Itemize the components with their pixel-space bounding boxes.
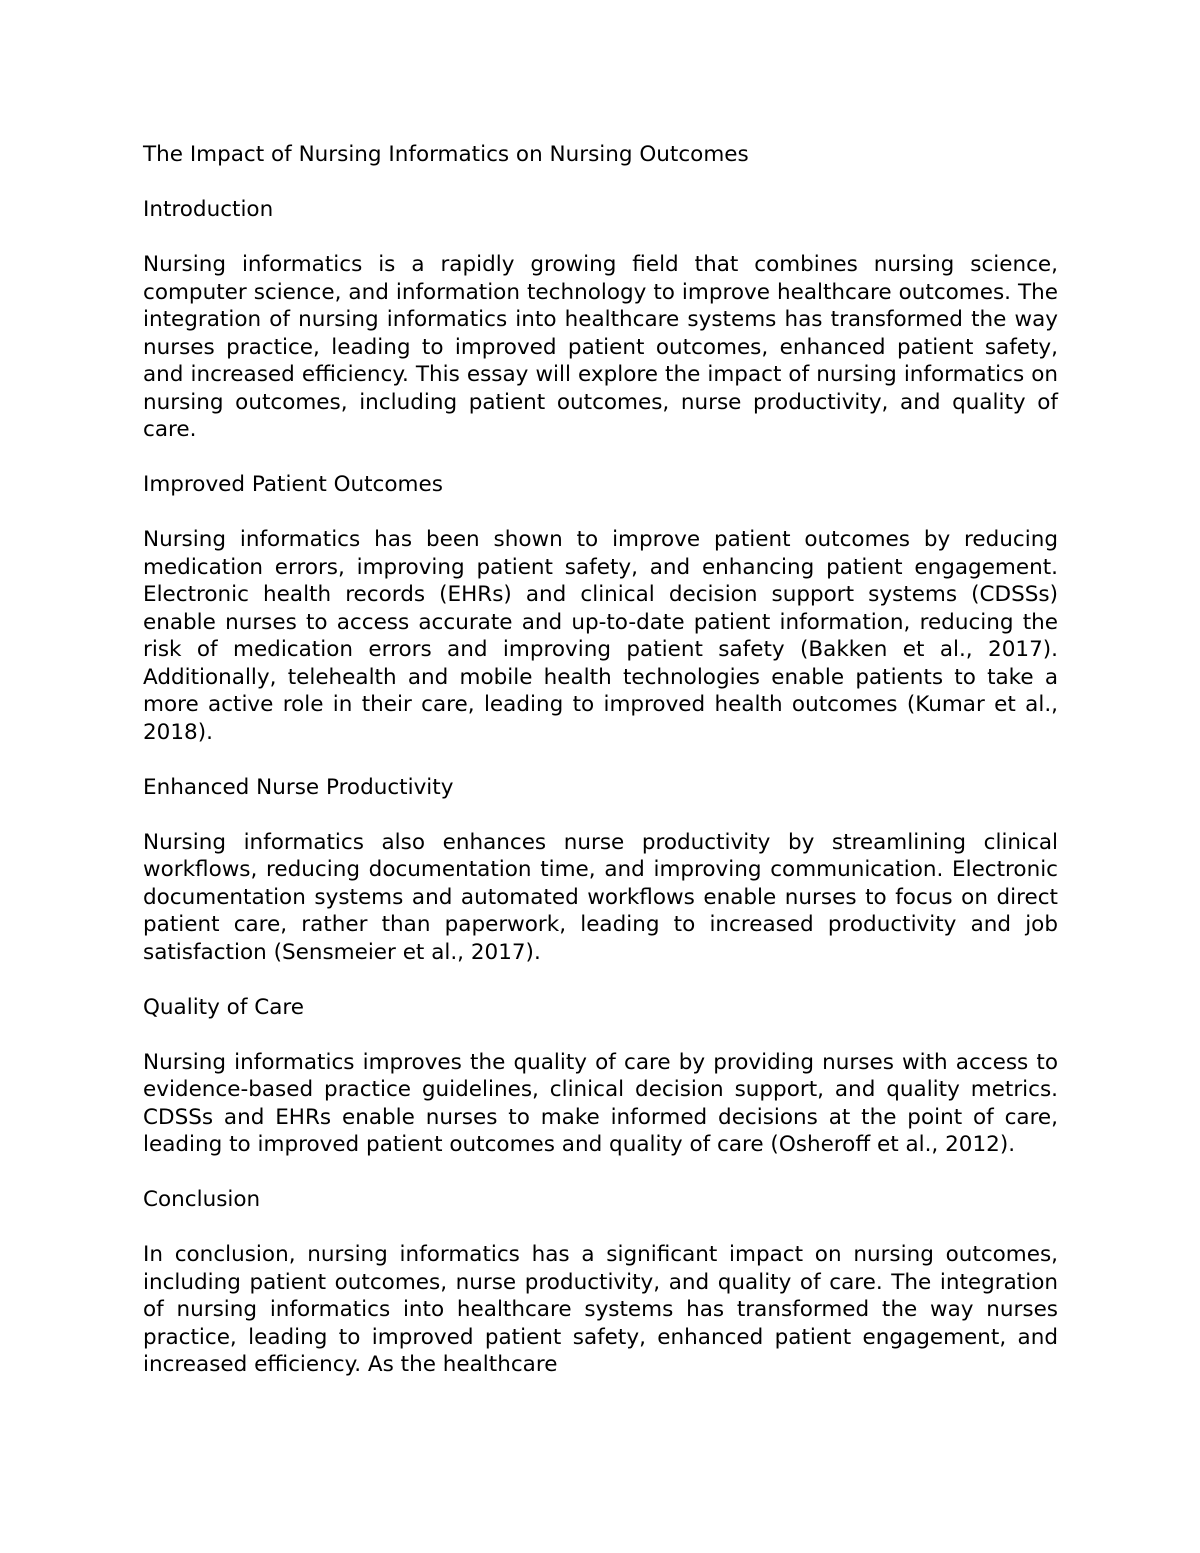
document-page: [143, 141, 1058, 1406]
section-heading-quality-of-care: Quality of Care: [143, 994, 304, 1020]
section-heading-enhanced-nurse-productivity: Enhanced Nurse Productivity: [143, 774, 454, 800]
section-body-conclusion: In conclusion, nursing informatics has a significant impact on nursing outcomes, including patient outcomes, nurse productivity, and quality of care. The integration of nursing informatics into healthcare systems has transformed the way nurses practice, leading to improved patient safety, enhanced patient engagement, and increased efficiency. As the healthcare: [143, 1242, 1058, 1377]
section-heading-introduction: Introduction: [143, 197, 274, 222]
section-body-quality-of-care: Nursing informatics improves the quality of care by providing nurses with access to evidence-based practice guidelines, clinical decision support, and quality metrics. CDSSs and EHRs enable nurses to make informed decisions at the point of care, leading to improved patient outcomes and quality of care (Osheroff et al., 2012).: [143, 1049, 1058, 1157]
section-body-introduction: Nursing informatics is a rapidly growing field that combines nursing science, computer science, and information technology to improve healthcare outcomes. The integration of nursing informatics into healthcare systems has transformed the way nurses practice, leading to improved patient outcomes, enhanced patient safety, and increased efficiency. This essay will explore the impact of nursing informatics on nursing outcomes, including patient outcomes, nurse productivity, and quality of care.: [143, 252, 1058, 442]
document-title: The Impact of Nursing Informatics on Nursing Outcomes: [143, 142, 749, 167]
section-body-improved-patient-outcomes: Nursing informatics has been shown to improve patient outcomes by reducing medication errors, improving patient safety, and enhancing patient engagement. Electronic health records (EHRs) and clinical decision support systems (CDSSs) enable nurses to access accurate and up-to-date patient information, reducing the risk of medication errors and improving patient safety (Bakken et al., 2017). Additionally, telehealth and mobile health technologies enable patients to take a more active role in their care, leading to improved health outcomes (Kumar et al., 2018).: [143, 527, 1058, 745]
section-heading-improved-patient-outcomes: Improved Patient Outcomes: [143, 472, 443, 497]
section-heading-conclusion: Conclusion: [143, 1187, 261, 1212]
section-body-enhanced-nurse-productivity: Nursing informatics also enhances nurse productivity by streamlining clinical workflows, reducing documentation time, and improving communication. Electronic documentation systems and automated workflows enable nurses to focus on direct patient care, rather than paperwork, leading to increased productivity and job satisfaction (Sensmeier et al., 2017).: [143, 829, 1058, 965]
